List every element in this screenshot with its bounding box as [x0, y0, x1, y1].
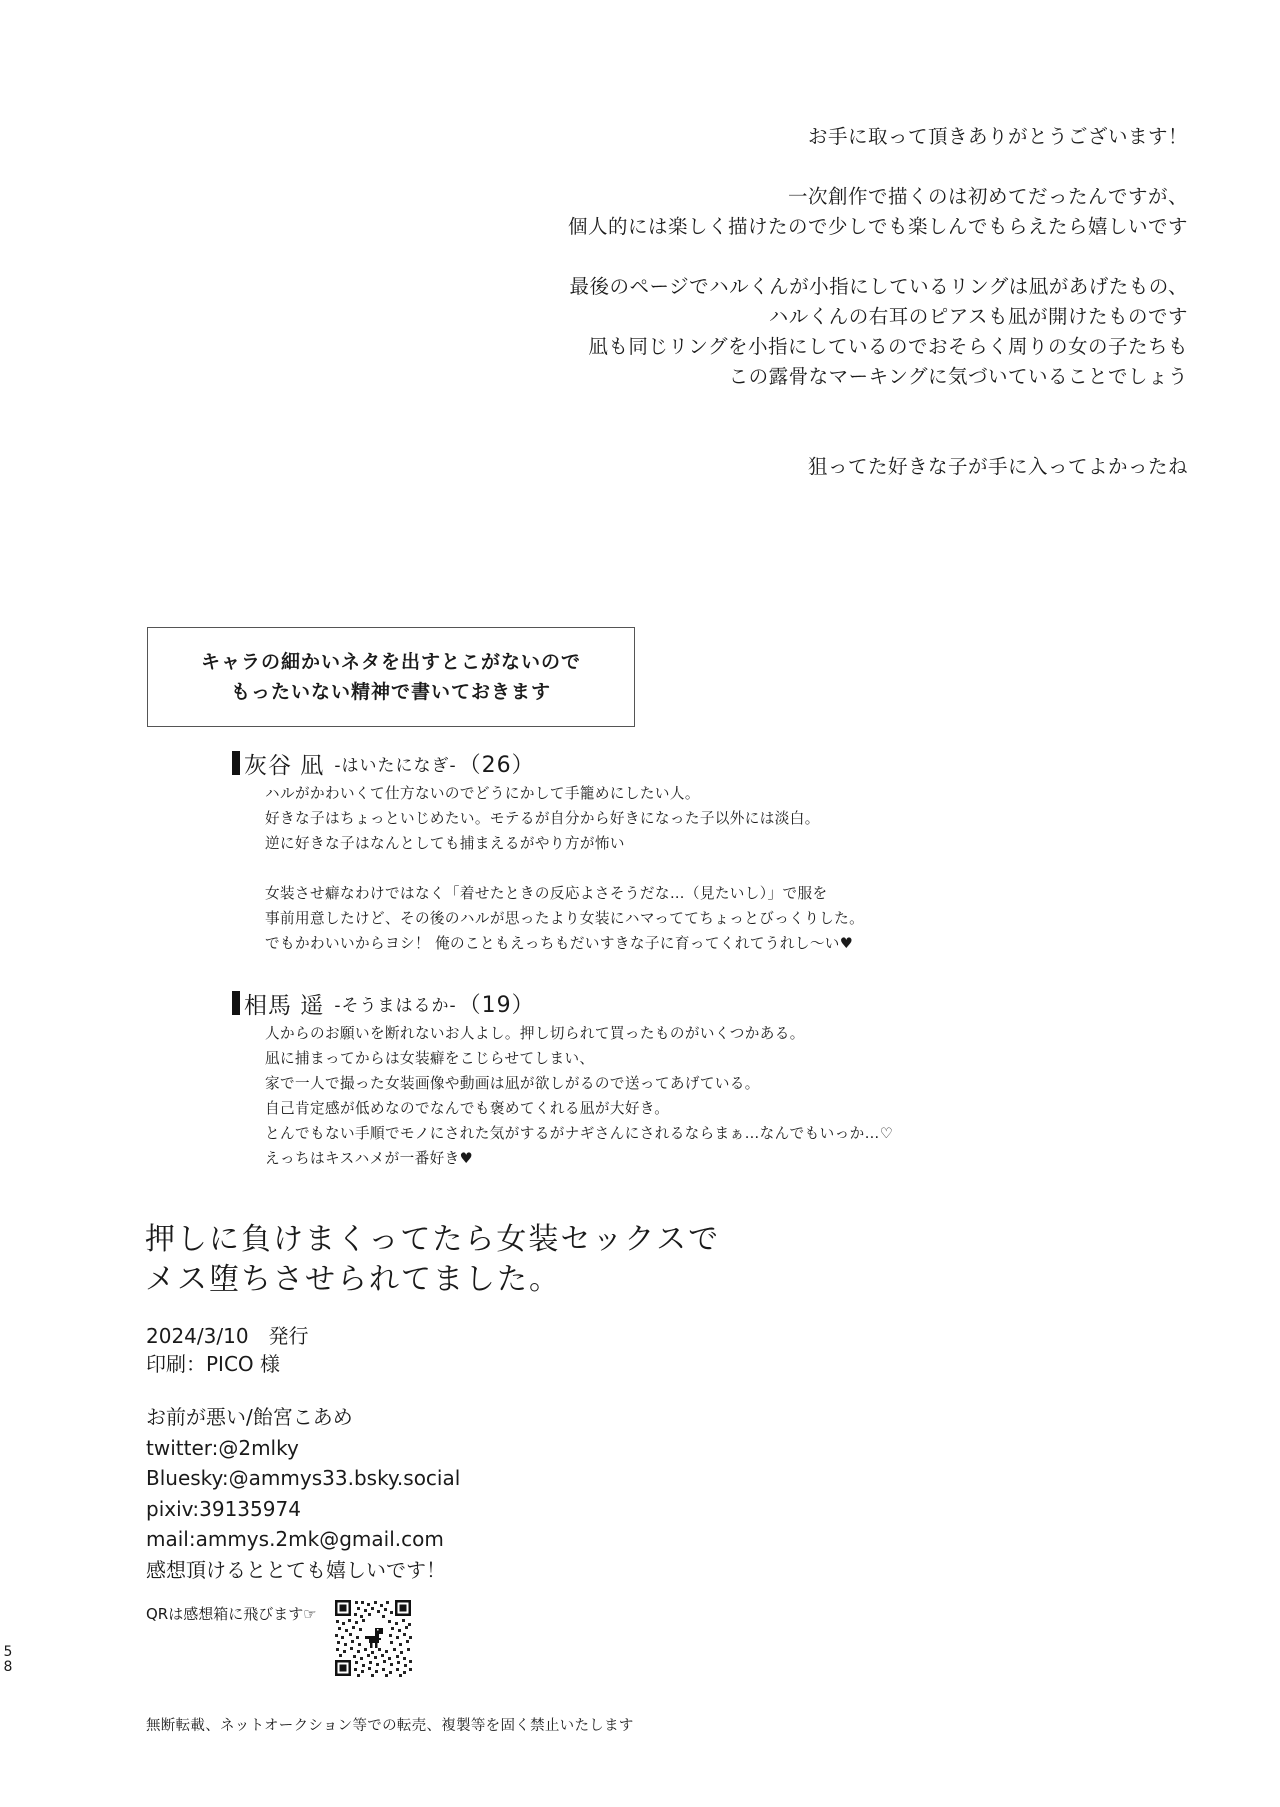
thanks-message: 感想頂けるととても嬉しいです！	[146, 1557, 446, 1582]
description-line: でもかわいいからヨシ！ 俺のこともえっちもだいすきな子に育ってくれてうれし〜い♥	[265, 935, 854, 952]
copyright-notice: 無断転載、ネットオークション等での転売、複製等を固く禁止いたします	[146, 1718, 634, 1734]
spacer	[488, 152, 1188, 182]
afterword-line: この露骨なマーキングに気づいていることでしょう	[728, 365, 1188, 388]
character-name: 相馬 遥	[244, 992, 325, 1019]
afterword-closing: 狙ってた好きな子が手に入ってよかったね	[807, 455, 1188, 478]
description-line: とんでもない手順でモノにされた気がするがナギさんにされるならまぁ…なんでもいっか…♡	[265, 1125, 894, 1142]
description-line: 好きな子はちょっといじめたい。モテるが自分から好きになった子以外には淡白。	[265, 810, 820, 827]
description-line: ハルがかわいくて仕方ないのでどうにかして手籠めにしたい人。	[265, 785, 700, 802]
afterword-thanks: お手に取って頂きありがとうございます！	[807, 125, 1188, 148]
twitter-handle: twitter:@2mlky	[146, 1435, 299, 1460]
spacer	[488, 392, 1188, 452]
character-age: （19）	[458, 992, 535, 1018]
description-line: 家で一人で撮った女装画像や動画は凪が欲しがるので送ってあげている。	[265, 1075, 760, 1092]
qr-label: QRは感想箱に飛びます☞	[146, 1605, 317, 1623]
heading-bar-icon	[232, 751, 240, 775]
page-number-digit: 5	[3, 1644, 13, 1660]
character-description	[232, 781, 992, 956]
description-line: 事前用意したけど、その後のハルが思ったより女装にハマっててちょっとびっくりした。	[265, 910, 865, 927]
book-title-line-1: 押しに負けまくってたら女装セックスで	[145, 1222, 721, 1257]
bluesky-handle: Bluesky:@ammys33.bsky.social	[146, 1466, 461, 1490]
afterword-line: 個人的には楽しく描けたので少しでも楽しんでもらえたら嬉しいです	[567, 215, 1188, 238]
book-title-line-2: メス堕ちさせられてました。	[145, 1262, 561, 1297]
afterword	[488, 122, 1188, 482]
description-line: 人からのお願いを断れないお人よし。押し切られて買ったものがいくつかある。	[265, 1025, 805, 1042]
publication-info	[146, 1322, 309, 1378]
notice-line-1: キャラの細かいネタを出すとこがないので	[200, 651, 581, 673]
spacer	[265, 856, 992, 881]
description-line: 自己肯定感が低めなのでなんでも褒めてくれる凪が大好き。	[265, 1100, 670, 1117]
qr-code[interactable]	[333, 1598, 413, 1678]
book-title	[145, 1220, 720, 1300]
page-number-digit: 8	[3, 1659, 13, 1675]
notice-box	[147, 627, 635, 727]
character-profile-haruka	[232, 985, 992, 1171]
description-line: 逆に好きな子はなんとしても捕まえるがやり方が怖い	[265, 835, 625, 852]
character-reading: -はいたになぎ-	[334, 755, 457, 776]
printer: 印刷：PICO 様	[146, 1352, 281, 1376]
pixiv-id: pixiv:39135974	[146, 1496, 301, 1521]
character-name: 灰谷 凪	[244, 752, 325, 779]
circle-author: お前が悪い/飴宮こあめ	[146, 1405, 353, 1429]
contact-info	[146, 1402, 460, 1585]
qr-section	[146, 1598, 413, 1678]
character-heading	[232, 985, 992, 1021]
description-line: 凪に捕まってからは女装癖をこじらせてしまい、	[265, 1050, 595, 1067]
afterword-line: 凪も同じリングを小指にしているのでおそらく周りの女の子たちも	[588, 335, 1188, 358]
heading-bar-icon	[232, 991, 240, 1015]
mail-address: mail:ammys.2mk@gmail.com	[146, 1527, 444, 1551]
description-line: えっちはキスハメが一番好き♥	[265, 1150, 474, 1167]
character-description	[232, 1021, 992, 1171]
character-reading: -そうまはるか-	[334, 995, 457, 1016]
afterword-line: ハルくんの右耳のピアスも凪が開けたものです	[768, 305, 1188, 328]
character-heading	[232, 745, 992, 781]
afterword-line: 最後のページでハルくんが小指にしているリングは凪があげたもの、	[569, 275, 1188, 298]
spacer	[488, 242, 1188, 272]
character-age: （26）	[458, 752, 535, 778]
notice-line-2: もったいない精神で書いておきます	[230, 681, 551, 703]
character-profile-nagi	[232, 745, 992, 956]
publish-date: 2024/3/10 発行	[146, 1324, 309, 1348]
page-number	[2, 1645, 14, 1675]
afterword-line: 一次創作で描くのは初めてだったんですが、	[787, 185, 1188, 208]
description-line: 女装させ癖なわけではなく「着せたときの反応よさそうだな…（見たいし）」で服を	[265, 885, 828, 902]
